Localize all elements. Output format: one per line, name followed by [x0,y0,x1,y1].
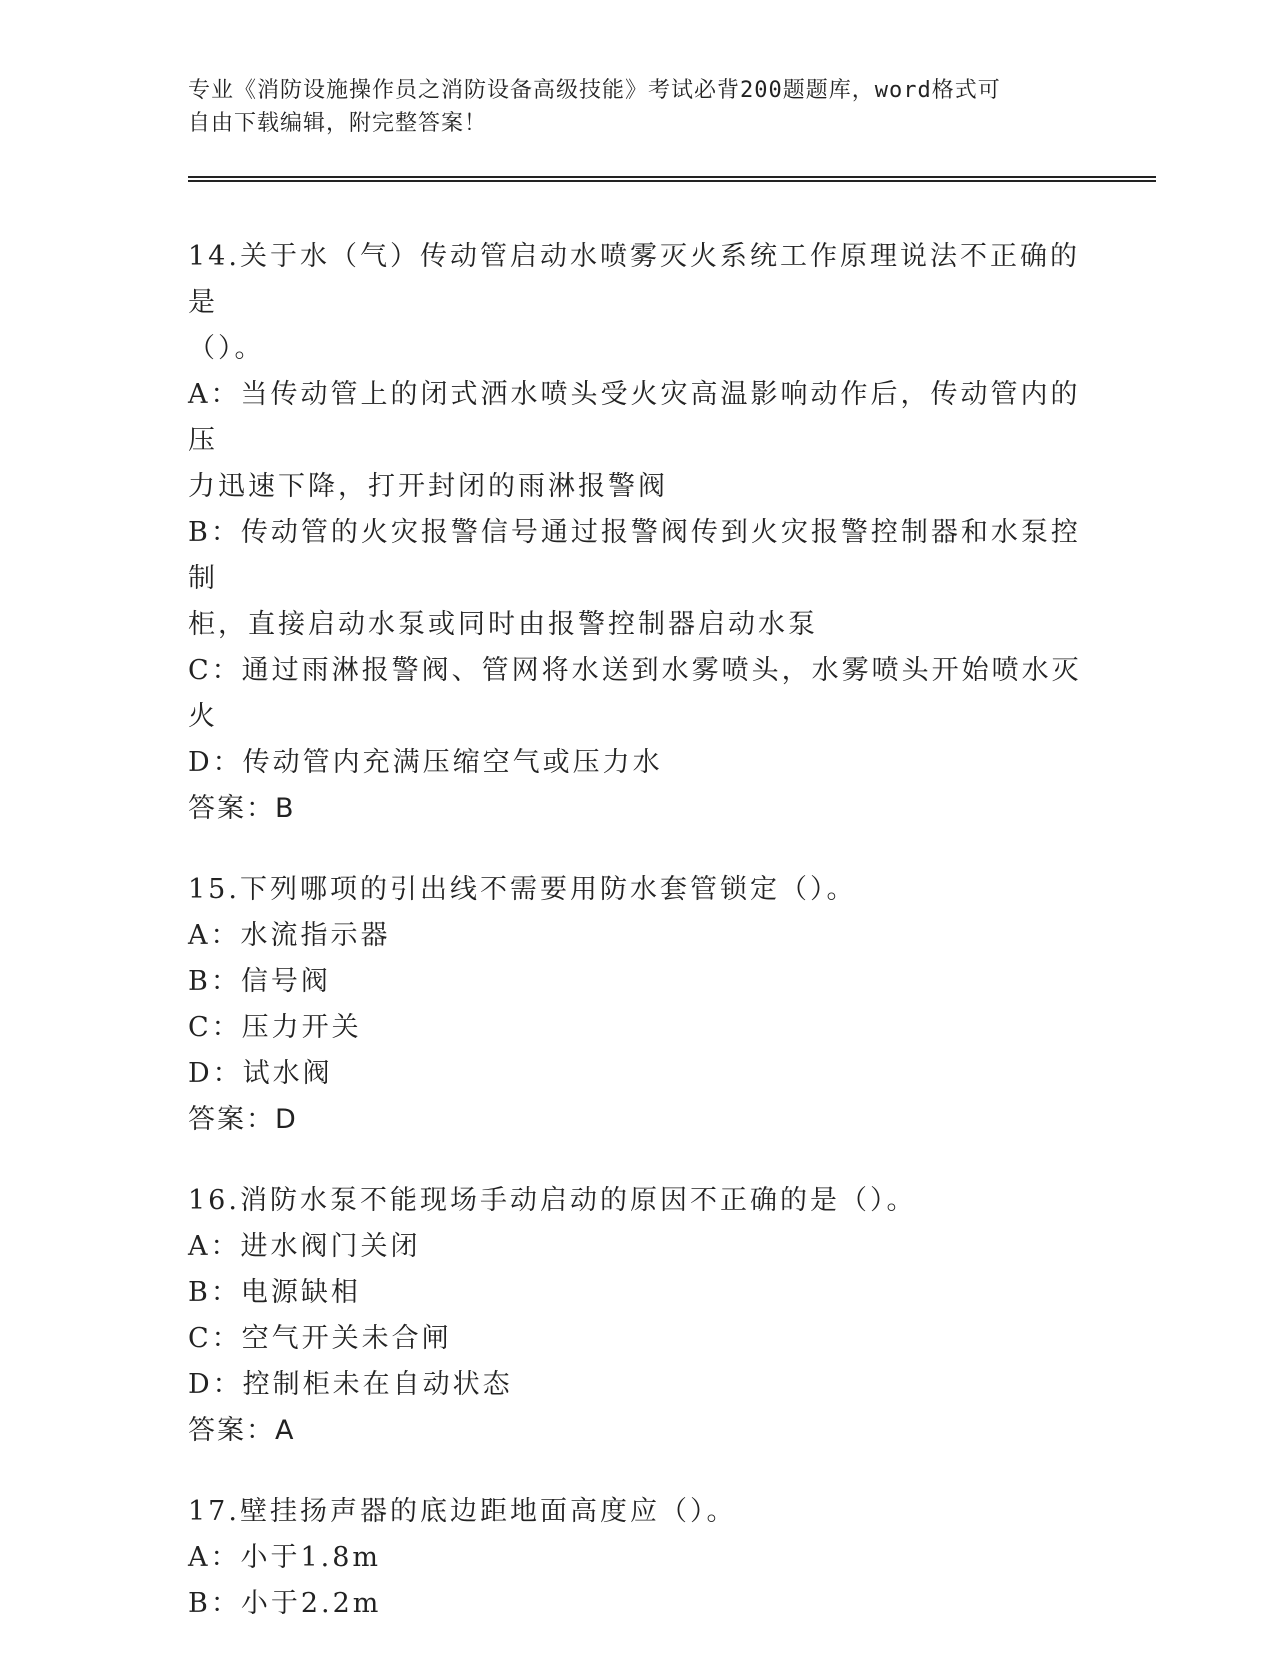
question-14 [188,234,1088,832]
option-b: B：信号阀 [188,966,331,997]
question-17 [188,1489,1088,1627]
answer-key: 答案：B [188,793,296,824]
question-stem-continued: （）。 [188,333,265,364]
option-c: C：压力开关 [188,1012,362,1043]
header-line-1: 专业《消防设施操作员之消防设备高级技能》考试必背200题题库，word格式可 [188,78,1001,103]
header-line-2: 自由下载编辑，附完整答案！ [188,111,488,136]
question-stem: 14.关于水（气）传动管启动水喷雾灭火系统工作原理说法不正确的是 [188,241,1080,318]
question-stem: 17.壁挂扬声器的底边距地面高度应（）。 [188,1496,737,1527]
question-list [188,234,1088,1662]
question-stem: 16.消防水泵不能现场手动启动的原因不正确的是（）。 [188,1185,917,1216]
answer-key: 答案：D [188,1104,298,1135]
option-d: D：传动管内充满压缩空气或压力水 [188,747,663,778]
option-c: C：空气开关未合闸 [188,1323,452,1354]
question-stem: 15.下列哪项的引出线不需要用防水套管锁定（）。 [188,874,857,905]
option-a: A：进水阀门关闭 [188,1231,421,1262]
question-16 [188,1178,1088,1454]
option-b: B：小于2.2m [188,1588,382,1619]
option-a: A：小于1.8m [188,1542,382,1573]
option-a-continued: 力迅速下降，打开封闭的雨淋报警阀 [188,471,668,502]
answer-key: 答案：A [188,1415,296,1446]
option-d: D：试水阀 [188,1058,333,1089]
option-b-continued: 柜，直接启动水泵或同时由报警控制器启动水泵 [188,609,818,640]
question-15 [188,867,1088,1143]
option-d: D：控制柜未在自动状态 [188,1369,513,1400]
document-header [188,74,1088,140]
option-b: B：传动管的火灾报警信号通过报警阀传到火灾报警控制器和水泵控制 [188,517,1081,594]
option-a: A：水流指示器 [188,920,391,951]
header-divider [188,176,1156,182]
option-b: B：电源缺相 [188,1277,361,1308]
option-c: C：通过雨淋报警阀、管网将水送到水雾喷头，水雾喷头开始喷水灭火 [188,655,1082,732]
option-a: A：当传动管上的闭式洒水喷头受火灾高温影响动作后，传动管内的压 [188,379,1081,456]
